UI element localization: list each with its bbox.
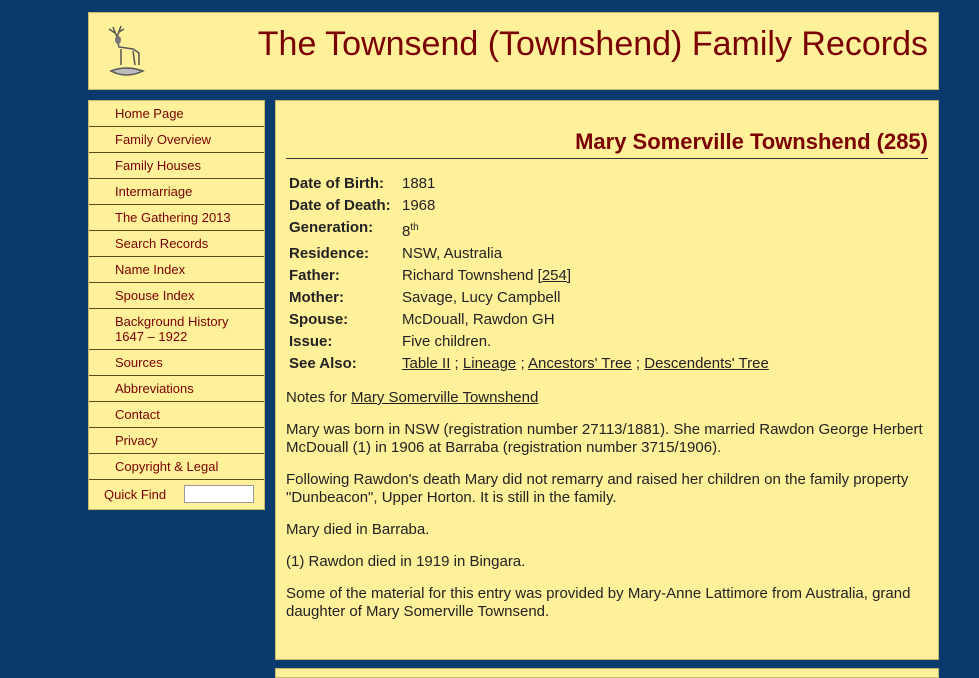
- descendents-tree-link[interactable]: Descendents' Tree: [644, 355, 769, 372]
- table-ii-link[interactable]: Table II: [402, 355, 451, 372]
- nav-search-records[interactable]: Search Records: [89, 231, 264, 257]
- nav-abbreviations[interactable]: Abbreviations: [89, 376, 264, 402]
- facts-table: [286, 173, 772, 375]
- nav-family-houses[interactable]: Family Houses: [89, 153, 264, 179]
- site-title: The Townsend (Townshend) Family Records: [257, 25, 928, 63]
- generation-label: Generation:: [289, 219, 374, 236]
- nav-privacy[interactable]: Privacy: [89, 428, 264, 454]
- fact-row-see-also: [286, 353, 772, 375]
- issue-value: Five children.: [402, 333, 492, 350]
- generation-suffix: th: [410, 222, 419, 233]
- nav-copyright-legal[interactable]: Copyright & Legal: [89, 454, 264, 480]
- nav-spouse-index[interactable]: Spouse Index: [89, 283, 264, 309]
- stag-crest-logo: [103, 23, 149, 85]
- nav-intermarriage[interactable]: Intermarriage: [89, 179, 264, 205]
- quick-find: [89, 480, 264, 509]
- sidebar-nav: [88, 100, 265, 510]
- note-paragraph: Mary died in Barraba.: [286, 521, 430, 538]
- death-label: Date of Death:: [289, 197, 391, 214]
- see-also-links: [399, 353, 772, 375]
- ancestors-tree-link[interactable]: Ancestors' Tree: [527, 355, 632, 372]
- generation-number: 8: [402, 223, 411, 240]
- fact-row-mother: [286, 287, 772, 309]
- fact-row-generation: [286, 217, 772, 243]
- birth-value: 1881: [402, 175, 436, 192]
- see-also-separator: ;: [520, 355, 525, 372]
- nav-sources[interactable]: Sources: [89, 350, 264, 376]
- note-paragraph: Mary was born in NSW (registration number 27113/1881). She married Rawdon George Herbert McDouall (1) in 1906 at Barraba (registration number 3715/1906).: [286, 421, 923, 456]
- note-paragraph: Following Rawdon's death Mary did not remarry and raised her children on the family property "Dunbeacon", Upper Horton. It is still in the family.: [286, 471, 909, 506]
- nav-contact[interactable]: Contact: [89, 402, 264, 428]
- fact-row-spouse: [286, 309, 772, 331]
- mother-value: Savage, Lucy Campbell: [402, 289, 561, 306]
- residence-value: NSW, Australia: [402, 245, 503, 262]
- see-also-separator: ;: [454, 355, 459, 372]
- father-record-link[interactable]: [254]: [537, 267, 572, 284]
- next-panel-edge: [275, 668, 939, 678]
- nav-gathering-2013[interactable]: The Gathering 2013: [89, 205, 264, 231]
- nav-family-overview[interactable]: Family Overview: [89, 127, 264, 153]
- fact-row-birth: [286, 173, 772, 195]
- note-paragraph: (1) Rawdon died in 1919 in Bingara.: [286, 553, 526, 570]
- notes-prefix: Notes for: [286, 389, 347, 406]
- generation-value: [399, 217, 772, 243]
- fact-row-residence: [286, 243, 772, 265]
- death-value: 1968: [402, 197, 436, 214]
- see-also-separator: ;: [635, 355, 641, 372]
- spouse-label: Spouse:: [289, 311, 349, 328]
- notes-heading: [286, 389, 928, 407]
- residence-label: Residence:: [289, 245, 370, 262]
- issue-label: Issue:: [289, 333, 333, 350]
- fact-row-father: [286, 265, 772, 287]
- father-label: Father:: [289, 267, 340, 284]
- fact-row-issue: [286, 331, 772, 353]
- nav-background-history[interactable]: [89, 309, 264, 350]
- quick-find-label: Quick Find: [104, 486, 167, 502]
- note-paragraph: Some of the material for this entry was provided by Mary-Anne Lattimore from Australia, grand daughter of Mary Somerville Townsend.: [286, 585, 911, 620]
- birth-label: Date of Birth:: [289, 175, 384, 192]
- father-value: [399, 265, 772, 287]
- notes-person-link[interactable]: Mary Somerville Townshend: [351, 389, 539, 406]
- spouse-value: McDouall, Rawdon GH: [402, 311, 555, 328]
- see-also-label: See Also:: [289, 355, 357, 372]
- mother-label: Mother:: [289, 289, 344, 306]
- person-title: Mary Somerville Townshend (285): [286, 129, 928, 159]
- lineage-link[interactable]: Lineage: [462, 355, 517, 372]
- father-name: Richard Townshend: [402, 267, 534, 284]
- person-record: [275, 100, 939, 660]
- nav-background-history-line1: Background History: [115, 314, 229, 329]
- nav-background-history-line2: 1647 – 1922: [115, 329, 188, 344]
- nav-home-page[interactable]: Home Page: [89, 101, 264, 127]
- fact-row-death: [286, 195, 772, 217]
- quick-find-input[interactable]: [184, 485, 254, 503]
- nav-name-index[interactable]: Name Index: [89, 257, 264, 283]
- site-header: [88, 12, 939, 90]
